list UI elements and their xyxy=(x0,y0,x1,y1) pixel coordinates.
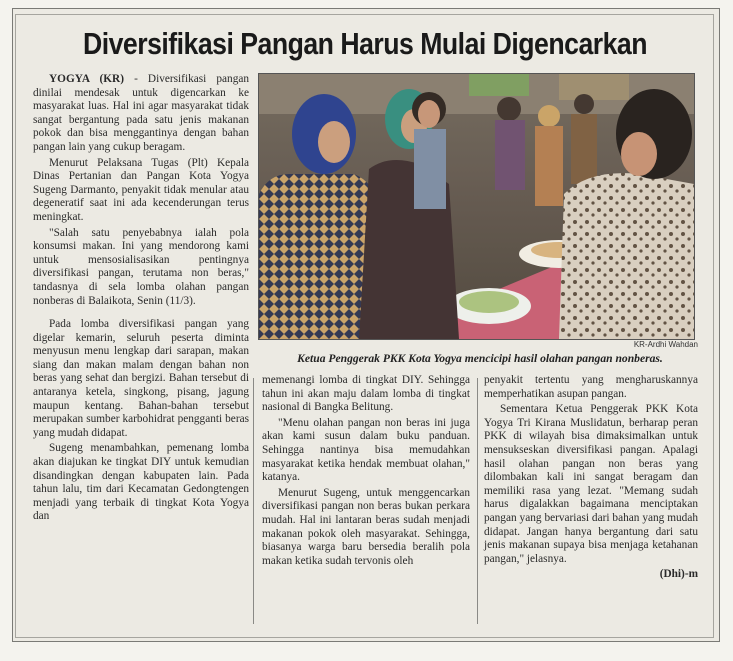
paragraph: penyakit tertentu yang mengharuskannya memperhatikan asupan pangan. xyxy=(484,374,698,400)
paragraph: Menurut Pelaksana Tugas (Plt) Kepala Dinas Pertanian dan Pangan Kota Yogya Sugeng Darmanto, penyakit tidak menular atau degeneratif saat ini ada kecenderungan terus meningkat. xyxy=(33,156,249,223)
photo-credit: KR-Ardhi Wahdan xyxy=(633,340,698,349)
paragraph: Sugeng menambahkan, pemenang lomba akan diajukan ke tingkat DIY untuk kemudian disandingkan dengan kabupaten lain. Pada tahun lalu, tim dari Kecamatan Gedongtengen menjadi yang terbaik di tingkat Kota Yogya dan xyxy=(33,442,249,523)
article-column-3 xyxy=(484,374,698,626)
paragraph: Sementara Ketua Penggerak PKK Kota Yogya Tri Kirana Muslidatun, berharap peran PKK di wilayah bisa dimaksimalkan untuk mensukseskan diversifikasi pangan. Apalagi hasil olahan pangan non beras yang dilombakan kali ini sangat beragam dan memiliki rasa yang lezat. "Memang sudah harus digalakkan bagaimana menciptakan pangan yang bervariasi dari bahan yang mudah didapat. Jangan hanya bergantung dari satu jenis makanan supaya bisa menjaga ketahanan pangan," jelasnya. xyxy=(484,403,698,565)
paragraph: Pada lomba diversifikasi pangan yang digelar kemarin, seluruh peserta diminta menyusun menu lengkap dari sarapan, makan siang dan makan malam dengan bahan non beras yang sehat dan bergizi. Bahan tersebut di antaranya ketela, singkong, pisang, jagung maupun kentang. Bahan-bahan tersebut merupakan sumber karbohidrat pengganti beras yang mudah didapat. xyxy=(33,318,249,439)
article-column-2 xyxy=(262,374,470,626)
column-divider xyxy=(477,378,478,624)
dateline: YOGYA (KR) xyxy=(49,73,124,85)
news-photo xyxy=(258,73,695,340)
lead-text: - Diversifikasi pangan dinilai mendesak untuk digencarkan ke masyarakat luas. Hal ini agar masyarakat tidak sangat bergantung pada satu jenis makanan pokok dan bisa menggantinya dengan bahan pangan lain yang cukup beragam. xyxy=(33,73,249,153)
photo-scene xyxy=(259,74,694,339)
article-column-1 xyxy=(33,73,249,628)
lead-paragraph xyxy=(33,73,249,155)
author-signature: (Dhi)-m xyxy=(659,568,698,581)
column-divider xyxy=(253,378,254,624)
paragraph: Menurut Sugeng, untuk menggencarkan diversifikasi pangan non beras bukan perkara mudah. Hal ini lantaran beras sudah menjadi makanan pokok oleh masyarakat. Sehingga, biasanya warga baru bersedia beralih pola makan ketika sudah tervonis oleh xyxy=(262,486,470,567)
photo-caption: Ketua Penggerak PKK Kota Yogya mencicipi hasil olahan pangan nonberas. xyxy=(297,352,663,365)
paragraph: memenangi lomba di tingkat DIY. Sehingga tahun ini akan maju dalam lomba di tingkat nasional di Bangka Belitung. xyxy=(262,374,470,414)
headline: Diversifikasi Pangan Harus Mulai Digencarkan xyxy=(82,26,648,61)
quote-paragraph: "Menu olahan pangan non beras ini juga akan kami susun dalam buku panduan. Sehingga nantinya bisa memudahkan masyarakat ketika hendak membuat olahan," katanya. xyxy=(262,416,470,484)
quote-paragraph: "Salah satu penyebabnya ialah pola konsumsi makan. Ini yang mendorong kami untuk mensosialisasikan pentingnya diversifikasi pangan, terutama non beras," tandasnya di sela lomba olahan pangan nonberas di Balaikota, Senin (11/3). xyxy=(33,226,249,307)
